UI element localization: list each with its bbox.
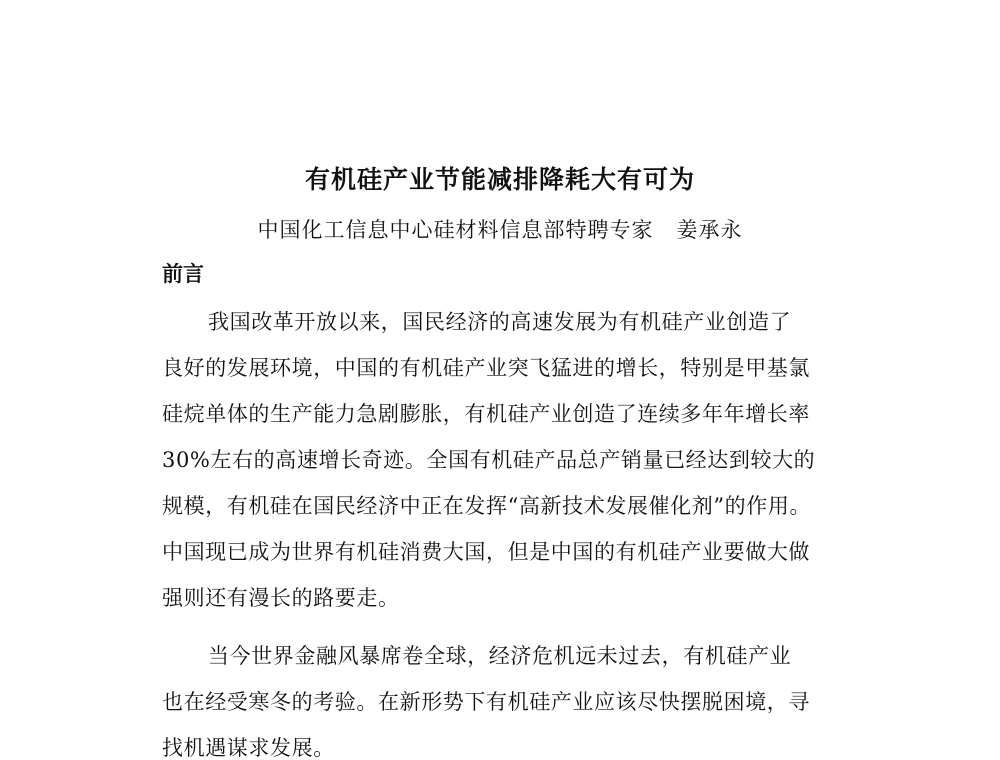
paragraph-1-line-3: 硅烷单体的生产能力急剧膨胀，有机硅产业创造了连续多年年增长率: [162, 402, 810, 426]
paragraph-2-line-2: 也在经受寒冬的考验。在新形势下有机硅产业应该尽快摆脱困境，寻: [162, 690, 810, 714]
section-heading: 前言: [162, 262, 204, 286]
paragraph-1-line-6: 中国现已成为世界有机硅消费大国，但是中国的有机硅产业要做大做: [162, 540, 810, 564]
paragraph-1-line-2: 良好的发展环境，中国的有机硅产业突飞猛进的增长，特别是甲基氯: [162, 356, 810, 380]
author-byline: 中国化工信息中心硅材料信息部特聘专家 姜承永: [257, 218, 743, 242]
paragraph-1-line-7: 强则还有漫长的路要走。: [162, 586, 400, 610]
paragraph-2-line-1: 当今世界金融风暴席卷全球，经济危机远未过去，有机硅产业: [208, 644, 792, 668]
document-title: 有机硅产业节能减排降耗大有可为: [304, 165, 695, 194]
paragraph-2-line-3: 找机遇谋求发展。: [162, 736, 335, 760]
paragraph-1-line-1: 我国改革开放以来，国民经济的高速发展为有机硅产业创造了: [208, 310, 792, 334]
paragraph-1-line-5: 规模，有机硅在国民经济中正在发挥“高新技术发展催化剂”的作用。: [162, 494, 812, 518]
paragraph-1-line-4: 30%左右的高速增长奇迹。全国有机硅产品总产销量已经达到较大的: [162, 448, 816, 472]
